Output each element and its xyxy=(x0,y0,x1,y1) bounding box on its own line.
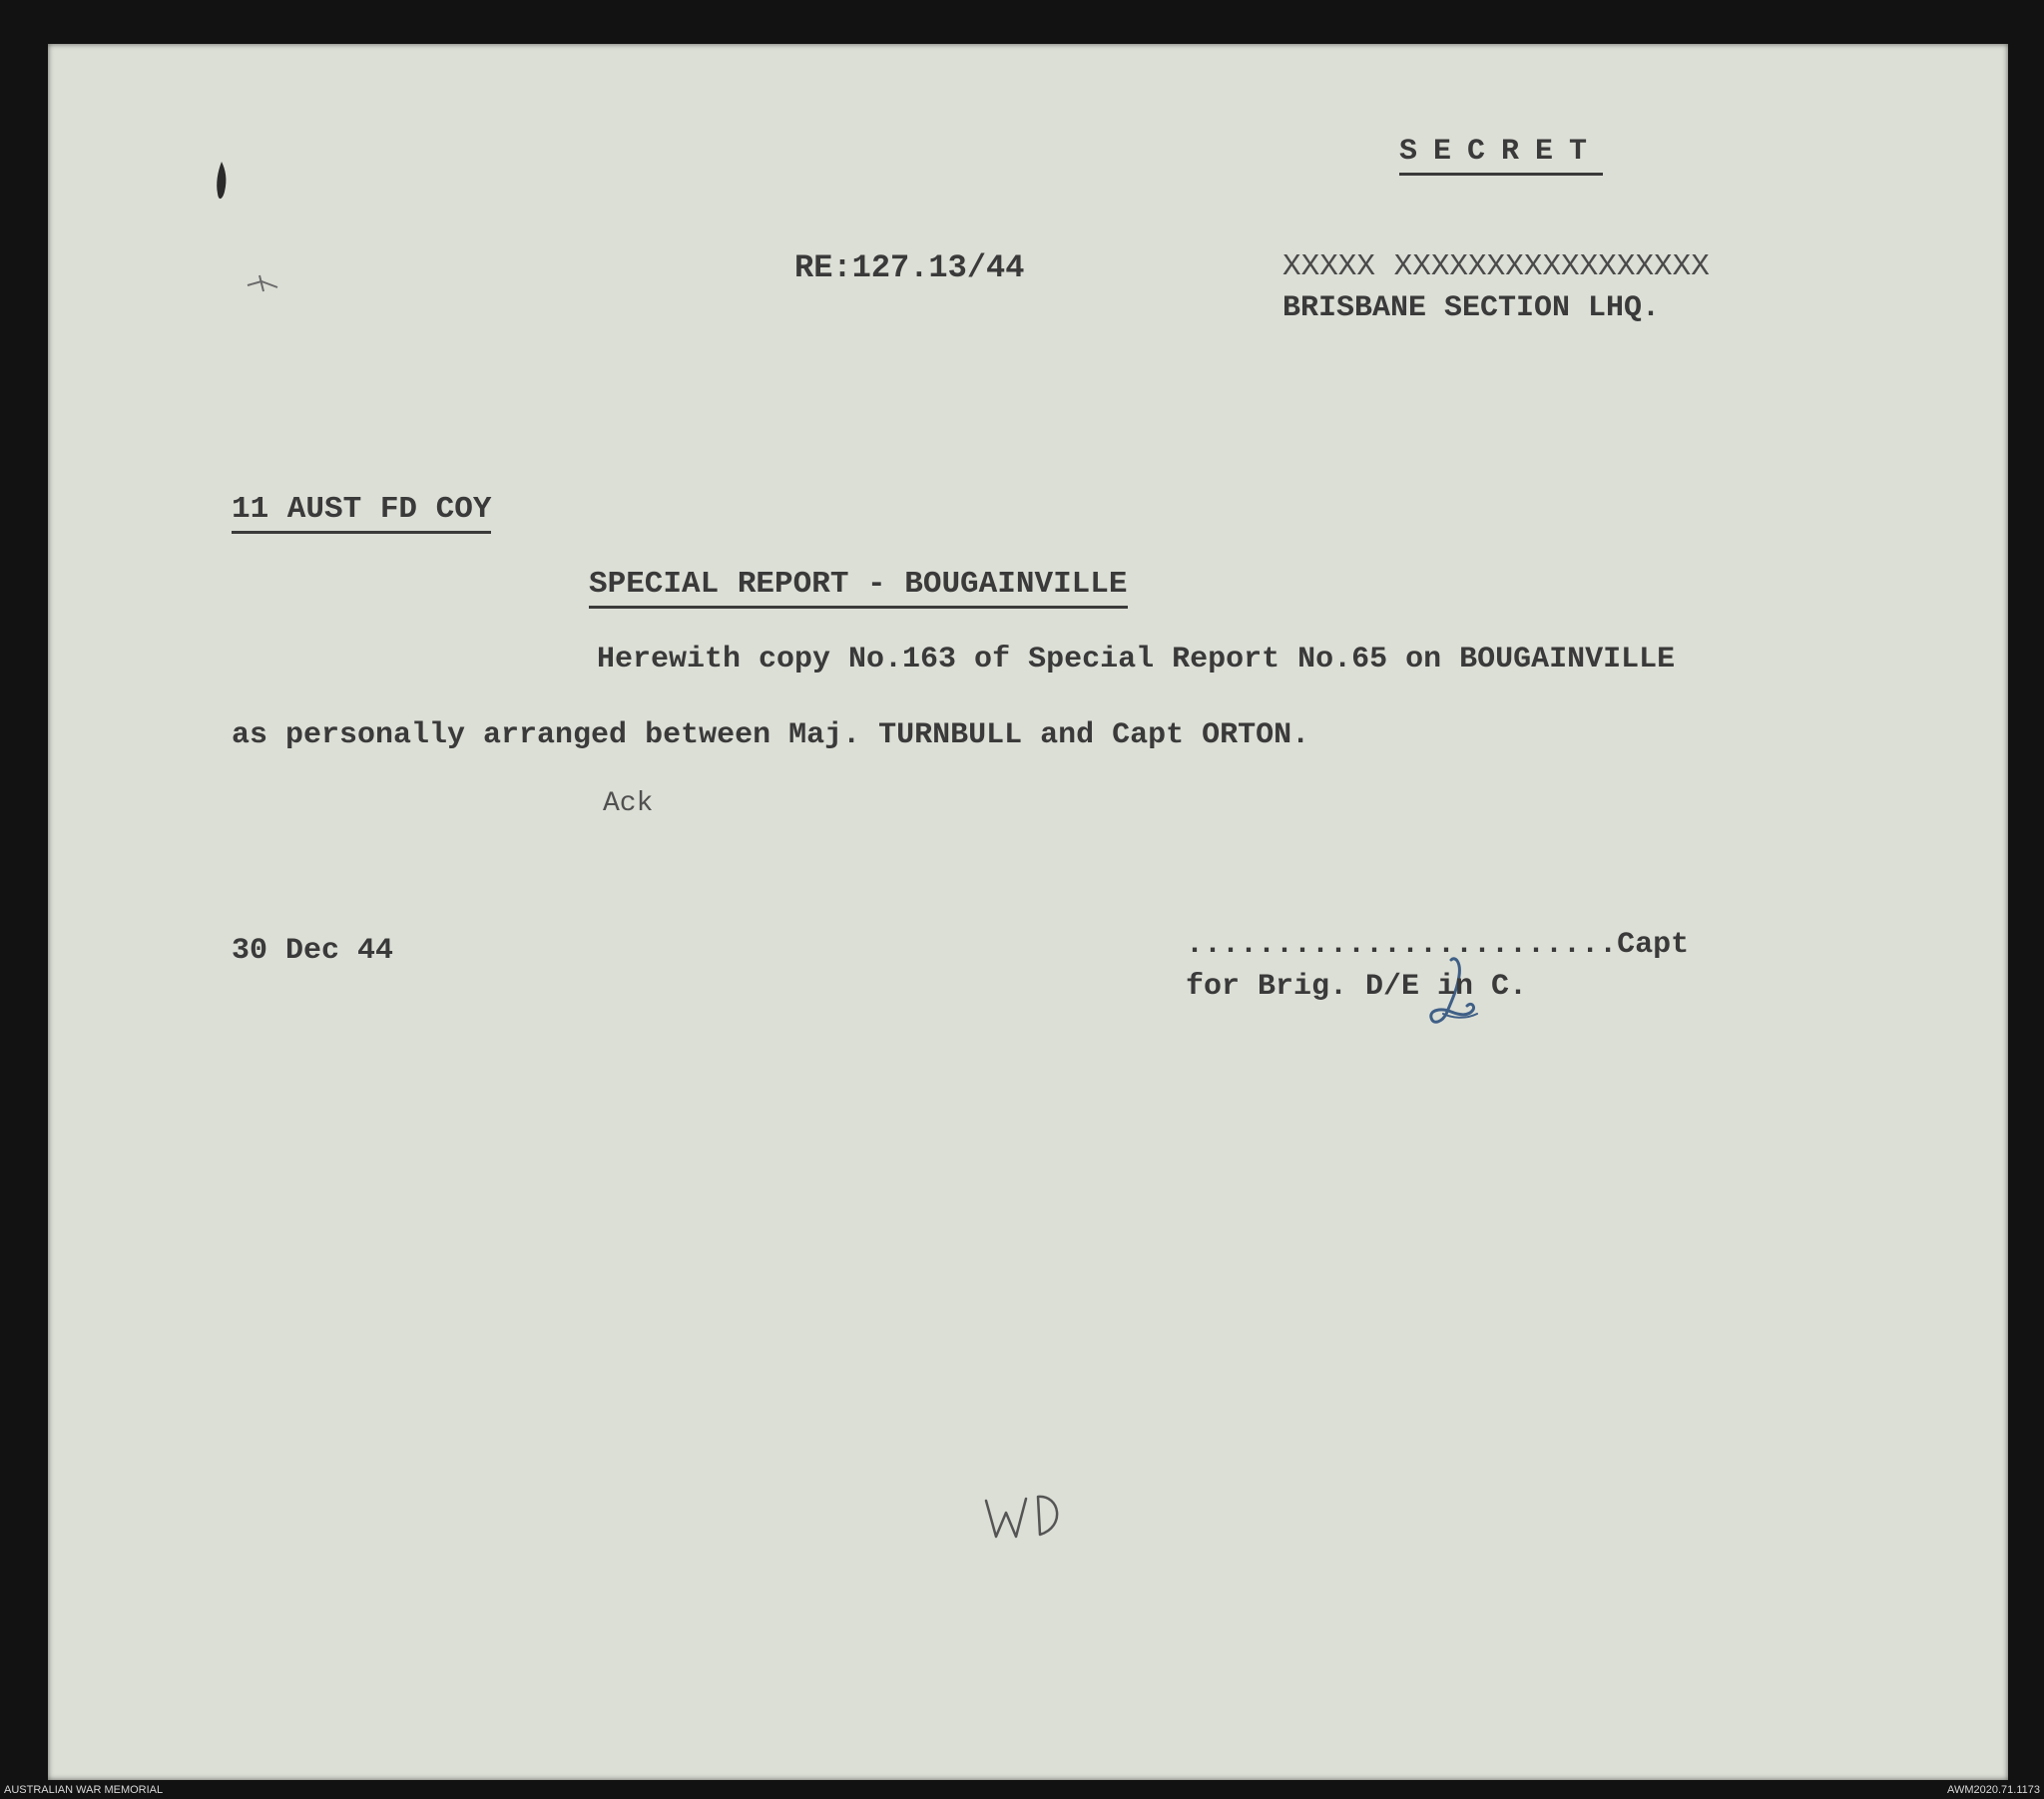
addressee: 11 AUST FD COY xyxy=(232,492,491,534)
redacted-sender-line: XXXXX XXXXXXXXXXXXXXXXX xyxy=(1282,249,1710,284)
handwritten-wd-note xyxy=(982,1487,1072,1547)
signature-line: ........................Capt xyxy=(1186,928,1690,962)
punch-mark-top xyxy=(210,160,234,204)
sender-section: BRISBANE SECTION LHQ. xyxy=(1282,291,1661,325)
footer-catalog-id: AWM2020.71.1173 xyxy=(1947,1784,2040,1796)
subject-heading: SPECIAL REPORT - BOUGAINVILLE xyxy=(589,567,1128,609)
body-line-1: Herewith copy No.163 of Special Report No.65 on BOUGAINVILLE xyxy=(597,643,1676,676)
punch-mark-bottom xyxy=(238,269,287,299)
document-date: 30 Dec 44 xyxy=(232,934,394,968)
reference-number: RE:127.13/44 xyxy=(794,249,1025,286)
footer-archive-name: AUSTRALIAN WAR MEMORIAL xyxy=(4,1784,164,1796)
body-line-2: as personally arranged between Maj. TURNBULL and Capt ORTON. xyxy=(232,718,1310,752)
signature-title: for Brig. D/E in C. xyxy=(1186,970,1528,1004)
classification-heading: SECRET xyxy=(1399,135,1603,176)
ack-note: Ack xyxy=(603,788,654,819)
